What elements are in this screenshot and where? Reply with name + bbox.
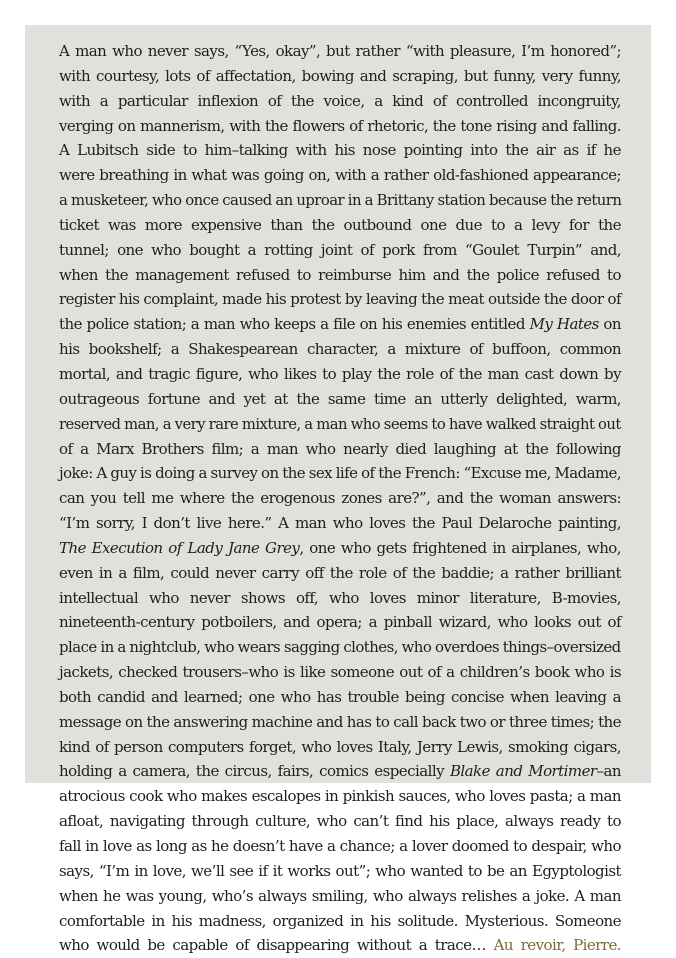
text-line: verging on mannerism, with the flowers of rhetoric, the tone rising and falling. [59, 116, 621, 135]
text-line: both candid and learned; one who has trouble being concise when leaving a [59, 687, 621, 706]
text-line: mortal, and tragic figure, who likes to play the role of the man cast down by [59, 364, 621, 383]
text-line: “I’m sorry, I don’t live here.” A man who loves the Paul Delaroche painting, [59, 514, 621, 533]
text-line: jackets, checked trousers–who is like someone out of a children’s book who is [59, 663, 621, 682]
text-line: register his complaint, made his protest by leaving the meat outside the door of [59, 290, 621, 309]
comic-title: Blake and Mortimer [449, 762, 597, 781]
text-line: of a Marx Brothers film; a man who nearly died laughing at the following [59, 439, 621, 458]
text-line: A Lubitsch side to him–talking with his nose pointing into the air as if he [59, 141, 621, 160]
text-line: message on the answering machine and has to call back two or three times; the [59, 712, 621, 731]
text-line: were breathing in what was going on, with a rather old-fashioned appearance; [59, 166, 621, 185]
text-line: kind of person computers forget, who loves Italy, Jerry Lewis, smoking cigars, [59, 737, 621, 756]
text-line [59, 312, 621, 337]
text-line: nineteenth-century potboilers, and opera; a pinball wizard, who looks out of [59, 613, 621, 632]
text-line: A man who never says, “Yes, okay”, but rather “with pleasure, I’m honored”; [59, 42, 621, 60]
text-panel [25, 25, 651, 955]
text-line: his bookshelf; a Shakespearean character, a mixture of buffoon, common [59, 340, 621, 359]
text-line: tunnel; one who bought a rotting joint of pork from “Goulet Turpin” and, [59, 240, 621, 259]
text-line: can you tell me where the erogenous zones are?”, and the woman answers: [59, 489, 621, 508]
text-line: comfortable in his madness, organized in his solitude. Mysterious. Someone [59, 911, 621, 930]
text-segment: –an [596, 762, 621, 781]
text-line [59, 933, 621, 958]
signoff: Au revoir, Pierre. [493, 936, 621, 955]
text-line: with a particular inflexion of the voice, a kind of controlled incongruity, [59, 91, 621, 110]
text-line: reserved man, a very rare mixture, a man who seems to have walked straight out [59, 414, 621, 433]
text-line: with courtesy, lots of affectation, bowing and scraping, but funny, very funny, [59, 66, 621, 85]
text-line: fall in love as long as he doesn’t have a chance; a lover doomed to despair, who [59, 837, 621, 855]
tribute-paragraph [59, 39, 621, 958]
text-line [59, 759, 621, 784]
text-line: a musketeer, who once caused an uproar in a Brittany station because the return [59, 191, 622, 210]
text-line: when he was young, who’s always smiling, who always relishes a joke. A man [59, 886, 621, 905]
text-segment: , one who gets frightened in airplanes, who, [299, 538, 621, 557]
text-line: intellectual who never shows off, who loves minor literature, B-movies, [59, 588, 621, 607]
text-segment: holding a camera, the circus, fairs, comics especially [59, 762, 450, 781]
text-line: when the management refused to reimburse him and the police refused to [59, 265, 621, 284]
text-segment: the police station; a man who keeps a file on his enemies entitled [59, 315, 530, 334]
text-segment: on [598, 315, 622, 334]
text-line: outrageous fortune and yet at the same time an utterly delighted, warm, [59, 389, 621, 408]
painting-title: The Execution of Lady Jane Grey [59, 538, 300, 557]
book-title-my-hates: My Hates [529, 315, 599, 334]
text-line [59, 536, 621, 561]
text-line: says, “I’m in love, we’ll see if it works out”; who wanted to be an Egyptologist [59, 861, 621, 880]
text-line: even in a film, could never carry off the role of the baddie; a rather brilliant [59, 563, 621, 582]
text-line: ticket was more expensive than the outbound one due to a levy for the [59, 215, 621, 234]
text-line: atrocious cook who makes escalopes in pinkish sauces, who loves pasta; a man [59, 787, 621, 806]
text-line: afloat, navigating through culture, who can’t find his place, always ready to [59, 812, 621, 831]
text-line: place in a nightclub, who wears sagging clothes, who overdoes things–oversized [59, 638, 621, 657]
text-segment: who would be capable of disappearing without a trace… [59, 936, 494, 955]
text-line: joke: A guy is doing a survey on the sex life of the French: “Excuse me, Madame, [59, 464, 622, 483]
